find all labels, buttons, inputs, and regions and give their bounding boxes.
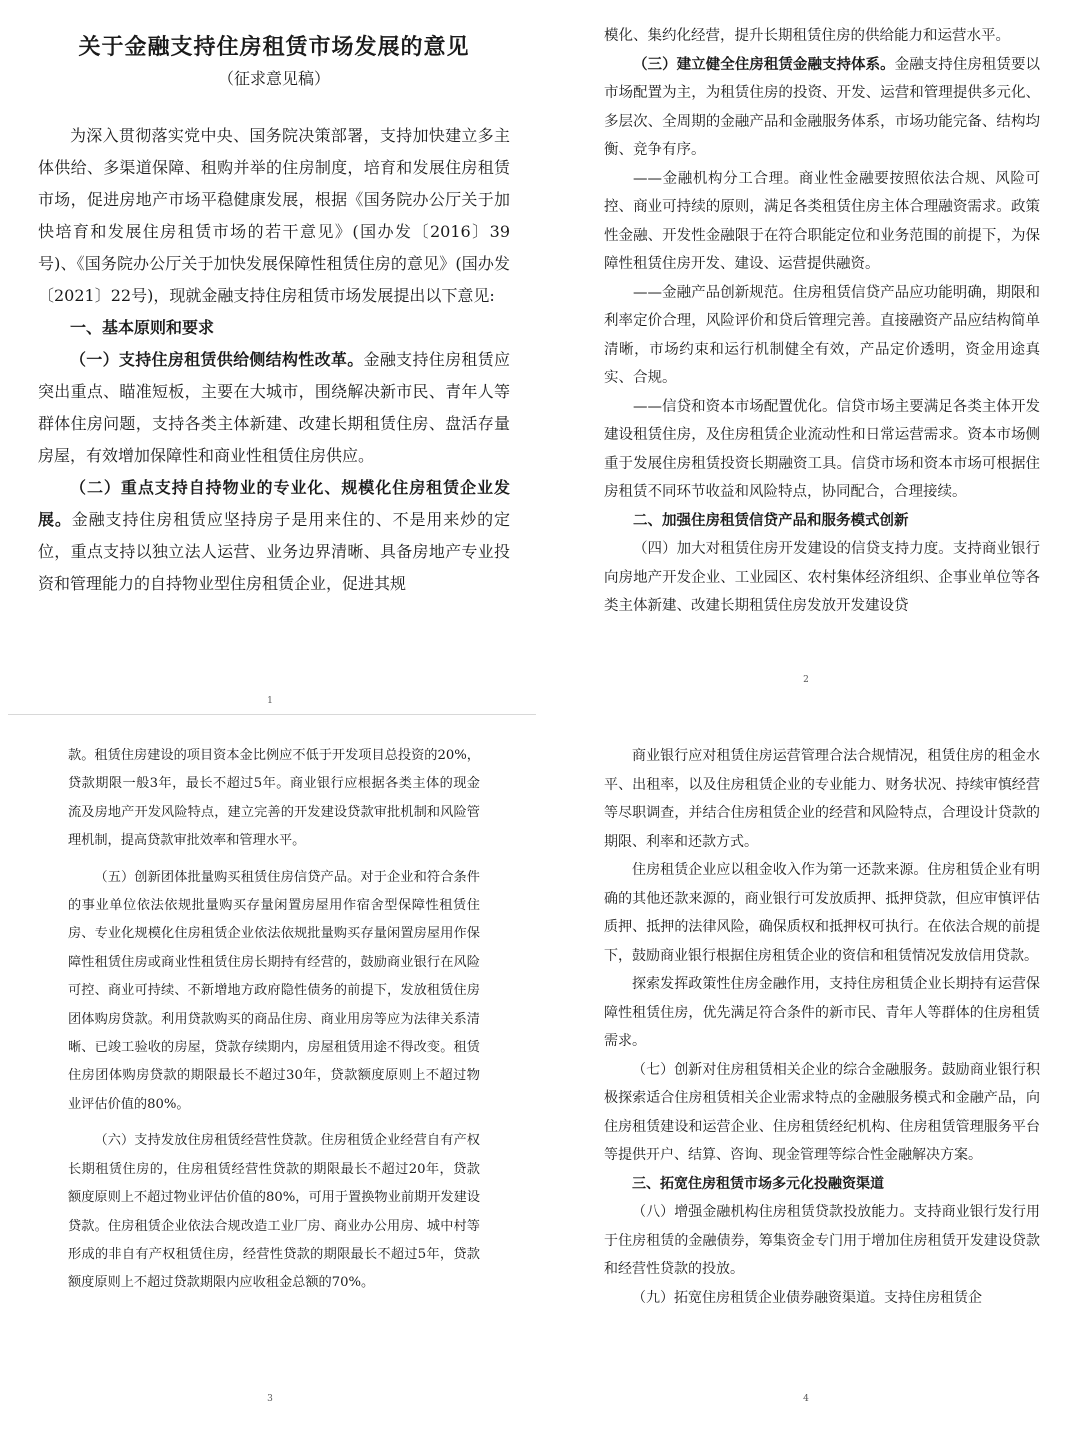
- page-number: 3: [267, 1394, 273, 1404]
- page-3-body: [68, 742, 480, 1298]
- clause-3-body: 金融支持住房租赁要以市场配置为主，为租赁住房的投资、开发、运营和管理提供多元化、多层次、全周期的金融产品和金融服务体系，市场功能完备、结构均衡、竞争有序。: [604, 56, 1041, 158]
- clause-3-paragraph: [604, 51, 1040, 165]
- clause-1-lead: （一）支持住房租赁供给侧结构性改革。: [70, 350, 364, 369]
- page-1: [0, 0, 540, 712]
- section-heading-3: 三、拓宽住房租赁市场多元化投融资渠道: [632, 1175, 884, 1192]
- clause-8-paragraph: （八）增强金融机构住房租赁贷款投放能力。支持商业银行发行用于住房租赁的金融债券，筹集资金专门用于增加住房租赁开发建设贷款和经营性贷款的投放。: [604, 1204, 1040, 1277]
- page-1-body: [38, 120, 510, 600]
- clause-6-continued-1: 商业银行应对租赁住房运营管理合法合规情况，租赁住房的租金水平、出租率，以及住房租赁企业的专业能力、财务状况、持续审慎经营等尽职调查，并结合住房租赁企业的经营和风险特点，合理设计贷款的期限、利率和还款方式。: [604, 748, 1040, 850]
- page-4-body: [604, 742, 1040, 1312]
- clause-3-lead: （三）建立健全住房租赁金融支持体系。: [633, 55, 895, 73]
- clause-1-body: 金融支持住房租赁应突出重点、瞄准短板，主要在大城市，围绕解决新市民、青年人等群体住房问题，支持各类主体新建、改建长期租赁住房、盘活存量房屋，有效增加保障性和商业性租赁住房供应。: [38, 350, 510, 465]
- page-divider: [8, 714, 536, 715]
- dash-item-institutions: ——金融机构分工合理。商业性金融要按照依法合规、风险可控、商业可持续的原则，满足各类租赁住房主体合理融资需求。政策性金融、开发性金融限于在符合职能定位和业务范围的前提下，为保障性租赁住房开发、建设、运营提供融资。: [604, 170, 1040, 272]
- dash-item-products: ——金融产品创新规范。住房租赁信贷产品应功能明确，期限和利率定价合理，风险评价和贷后管理完善。直接融资产品应结构简单清晰，市场约束和运行机制健全有效，产品定价透明，资金用途真实、合规。: [604, 284, 1040, 386]
- clause-5-paragraph: （五）创新团体批量购买租赁住房信贷产品。对于企业和符合条件的事业单位依法依规批量购买存量闲置房屋用作宿舍型保障性租赁住房、专业化规模化住房租赁企业依法依规批量购买存量闲置房屋用作保障性租赁住房或商业性租赁住房长期持有经营的，鼓励商业银行在风险可控、商业可持续、不新增地方政府隐性债务的前提下，发放租赁住房团体购房贷款。利用贷款购买的商品住房、商业用房等应为法律关系清晰、已竣工验收的房屋，贷款存续期内，房屋租赁用途不得改变。租赁住房团体购房贷款的期限最长不超过30年，贷款额度原则上不超过物业评估价值的80%。: [68, 869, 480, 1112]
- clause-2-lead: （二）重点支持自持物业的专业化、规模化住房租赁企业发展。: [38, 478, 510, 529]
- section-heading-1: 一、基本原则和要求: [70, 318, 215, 337]
- clause-4-paragraph: （四）加大对租赁住房开发建设的信贷支持力度。支持商业银行向房地产开发企业、工业园区、农村集体经济组织、企事业单位等各类主体新建、改建长期租赁住房发放开发建设贷: [604, 541, 1040, 614]
- section-heading-2: 二、加强住房租赁信贷产品和服务模式创新: [633, 512, 909, 529]
- continued-paragraph: 模化、集约化经营，提升长期租赁住房的供给能力和运营水平。: [604, 28, 1010, 44]
- document-subtitle: （征求意见稿）: [217, 69, 330, 88]
- page-3: [0, 728, 540, 1439]
- page-number: 4: [803, 1394, 809, 1404]
- page-number: 2: [803, 675, 809, 685]
- intro-paragraph: 为深入贯彻落实党中央、国务院决策部署，支持加快建立多主体供给、多渠道保障、租购并举的住房制度，培育和发展住房租赁市场，促进房地产市场平稳健康发展，根据《国务院办公厅关于加快培育和发展住房租赁市场的若干意见》(国办发〔2016〕39号)、《国务院办公厅关于加快发展保障性租赁住房的意见》(国办发〔2021〕22号)，现就金融支持住房租赁市场发展提出以下意见:: [38, 126, 510, 305]
- document-title: 关于金融支持住房租赁市场发展的意见: [78, 34, 470, 60]
- page-2-body: [604, 22, 1040, 621]
- clause-6-continued-2: 住房租赁企业应以租金收入作为第一还款来源。住房租赁企业有明确的其他还款来源的，商业银行可发放质押、抵押贷款，但应审慎评估质押、抵押的法律风险，确保质权和抵押权可执行。在依法合规的前提下，鼓励商业银行根据住房租赁企业的资信和租赁情况发放信用贷款。: [604, 862, 1040, 964]
- clause-9-paragraph: （九）拓宽住房租赁企业债券融资渠道。支持住房租赁企: [632, 1289, 982, 1306]
- clause-2-body: 金融支持住房租赁应坚持房子是用来住的、不是用来炒的定位，重点支持以独立法人运营、业务边界清晰、具备房地产专业投资和管理能力的自持物业型住房租赁企业，促进其规: [38, 510, 510, 593]
- clause-1-paragraph: [38, 344, 510, 472]
- continued-paragraph: 款。租赁住房建设的项目资本金比例应不低于开发项目总投资的20%，贷款期限一般3年，最长不超过5年。商业银行应根据各类主体的现金流及房地产开发风险特点，建立完善的开发建设贷款审批机制和风险管理机制，提高贷款审批效率和管理水平。: [68, 748, 480, 849]
- clause-2-paragraph: [38, 472, 510, 600]
- page-2: [570, 0, 1080, 700]
- dash-item-markets: ——信贷和资本市场配置优化。信贷市场主要满足各类主体开发建设租赁住房，及住房租赁企业流动性和日常运营需求。资本市场侧重于发展住房租赁投资长期融资工具。信贷市场和资本市场可根据住房租赁不同环节收益和风险特点，协同配合，合理接续。: [604, 398, 1040, 500]
- page-number: 1: [267, 696, 273, 706]
- clause-7-paragraph: （七）创新对住房租赁相关企业的综合金融服务。鼓励商业银行积极探索适合住房租赁相关企业需求特点的金融服务模式和金融产品，向住房租赁建设和运营企业、住房租赁经纪机构、住房租赁管理服务平台等提供开户、结算、咨询、现金管理等综合性金融解决方案。: [604, 1061, 1040, 1163]
- clause-6-continued-3: 探索发挥政策性住房金融作用，支持住房租赁企业长期持有运营保障性租赁住房，优先满足符合条件的新市民、青年人等群体的住房租赁需求。: [604, 976, 1040, 1049]
- clause-6-paragraph: （六）支持发放住房租赁经营性贷款。住房租赁企业经营自有产权长期租赁住房的，住房租赁经营性贷款的期限最长不超过20年，贷款额度原则上不超过物业评估价值的80%，可用于置换物业前期开发建设贷款。住房租赁企业依法合规改造工业厂房、商业办公用房、城中村等形成的非自有产权租赁住房，经营性贷款的期限最长不超过5年，贷款额度原则上不超过贷款期限内应收租金总额的70%。: [68, 1133, 480, 1291]
- page-4: [570, 728, 1080, 1439]
